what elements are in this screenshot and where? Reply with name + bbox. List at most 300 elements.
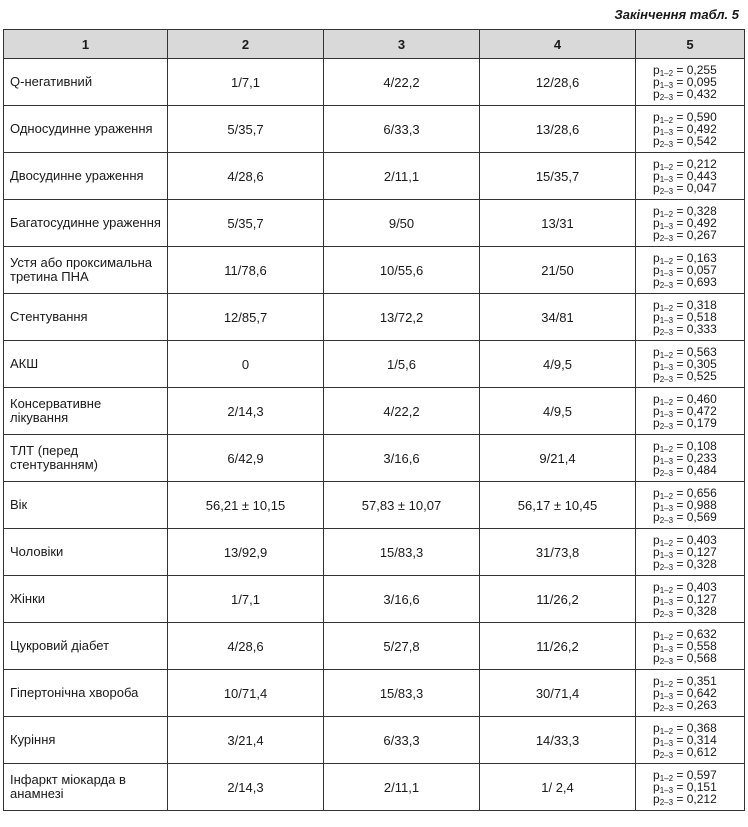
row-label: Устя або проксимальна третина ПНА: [4, 247, 168, 294]
p-values-cell: [636, 200, 745, 247]
table-row: [4, 341, 745, 388]
row-label: Односудинне ураження: [4, 106, 168, 153]
p-value-p23: [653, 605, 744, 617]
group-2-value: 15/83,3: [324, 529, 480, 576]
p-subscript: 1–2: [659, 586, 674, 595]
group-1-value: 2/14,3: [168, 764, 324, 811]
p-value-number: 0,328: [686, 204, 717, 218]
p-value-number: 0,328: [686, 604, 717, 618]
p-values-cell: [636, 482, 745, 529]
p-values-cell: [636, 576, 745, 623]
p-equals: =: [673, 674, 687, 688]
group-2-value: 6/33,3: [324, 106, 480, 153]
table-row: [4, 435, 745, 482]
p-symbol: p: [653, 392, 660, 406]
p-subscript: 1–2: [659, 163, 674, 172]
p-equals: =: [673, 63, 687, 77]
p-value-number: 0,632: [686, 627, 717, 641]
p-subscript: 1–3: [659, 128, 674, 137]
p-value-number: 0,233: [686, 451, 717, 465]
p-subscript: 1–3: [659, 551, 674, 560]
p-value-p23: [653, 699, 744, 711]
group-1-value: 2/14,3: [168, 388, 324, 435]
group-3-value: 34/81: [480, 294, 636, 341]
p-subscript: 1–3: [659, 81, 674, 90]
p-equals: =: [673, 251, 687, 265]
p-value-number: 0,127: [686, 592, 717, 606]
p-symbol: p: [653, 122, 660, 136]
table-row: [4, 106, 745, 153]
group-2-value: 6/33,3: [324, 717, 480, 764]
table-row: [4, 717, 745, 764]
p-equals: =: [673, 275, 687, 289]
p-value-p23: [653, 88, 744, 100]
row-label: Жінки: [4, 576, 168, 623]
p-equals: =: [673, 792, 687, 806]
p-value-p23: [653, 276, 744, 288]
header-col-4: 4: [480, 30, 636, 59]
p-subscript: 1–2: [659, 680, 674, 689]
p-symbol: p: [653, 627, 660, 641]
group-3-value: 9/21,4: [480, 435, 636, 482]
p-value-p23: [653, 323, 744, 335]
p-equals: =: [673, 216, 687, 230]
p-subscript: 1–2: [659, 539, 674, 548]
p-symbol: p: [653, 768, 660, 782]
p-symbol: p: [653, 63, 660, 77]
p-symbol: p: [653, 733, 660, 747]
p-subscript: 1–2: [659, 351, 674, 360]
p-equals: =: [673, 451, 687, 465]
table-row: [4, 623, 745, 670]
p-symbol: p: [653, 580, 660, 594]
group-1-value: 4/28,6: [168, 153, 324, 200]
p-value-p23: [653, 135, 744, 147]
row-label: АКШ: [4, 341, 168, 388]
p-subscript: 2–3: [659, 375, 674, 384]
p-subscript: 2–3: [659, 93, 674, 102]
p-symbol: p: [653, 275, 660, 289]
table-row: [4, 294, 745, 341]
p-equals: =: [673, 392, 687, 406]
p-value-number: 0,492: [686, 216, 717, 230]
p-equals: =: [673, 780, 687, 794]
p-symbol: p: [653, 651, 660, 665]
group-3-value: 11/26,2: [480, 576, 636, 623]
p-symbol: p: [653, 75, 660, 89]
p-value-p23: [653, 511, 744, 523]
p-equals: =: [673, 169, 687, 183]
p-symbol: p: [653, 498, 660, 512]
p-value-number: 0,179: [686, 416, 717, 430]
p-value-number: 0,368: [686, 721, 717, 735]
p-equals: =: [673, 110, 687, 124]
group-1-value: 13/92,9: [168, 529, 324, 576]
p-value-number: 0,305: [686, 357, 717, 371]
row-label: Гіпертонічна хвороба: [4, 670, 168, 717]
group-1-value: 1/7,1: [168, 576, 324, 623]
p-symbol: p: [653, 157, 660, 171]
p-subscript: 2–3: [659, 563, 674, 572]
p-equals: =: [673, 463, 687, 477]
table-row: [4, 482, 745, 529]
group-2-value: 3/16,6: [324, 435, 480, 482]
group-2-value: 3/16,6: [324, 576, 480, 623]
p-subscript: 2–3: [659, 328, 674, 337]
group-3-value: 14/33,3: [480, 717, 636, 764]
p-values-cell: [636, 388, 745, 435]
row-label: ТЛТ (перед стентуванням): [4, 435, 168, 482]
p-equals: =: [673, 486, 687, 500]
p-symbol: p: [653, 87, 660, 101]
header-row: [4, 30, 745, 59]
p-values-cell: [636, 529, 745, 576]
row-label: Інфаркт міокарда в анамнезі: [4, 764, 168, 811]
p-values-cell: [636, 294, 745, 341]
p-value-p23: [653, 464, 744, 476]
p-value-number: 0,314: [686, 733, 717, 747]
group-3-value: 21/50: [480, 247, 636, 294]
group-2-value: 4/22,2: [324, 59, 480, 106]
p-subscript: 2–3: [659, 657, 674, 666]
table-row: [4, 529, 745, 576]
row-label: Двосудинне ураження: [4, 153, 168, 200]
p-value-p23: [653, 746, 744, 758]
p-symbol: p: [653, 510, 660, 524]
p-subscript: 1–2: [659, 304, 674, 313]
group-3-value: 1/ 2,4: [480, 764, 636, 811]
p-equals: =: [673, 75, 687, 89]
p-value-number: 0,047: [686, 181, 717, 195]
p-equals: =: [673, 263, 687, 277]
p-values-cell: [636, 435, 745, 482]
p-equals: =: [673, 533, 687, 547]
p-symbol: p: [653, 169, 660, 183]
p-equals: =: [673, 357, 687, 371]
p-value-number: 0,472: [686, 404, 717, 418]
p-subscript: 1–3: [659, 269, 674, 278]
group-2-value: 57,83 ± 10,07: [324, 482, 480, 529]
table-row: [4, 764, 745, 811]
header-col-5: 5: [636, 30, 745, 59]
group-3-value: 56,17 ± 10,45: [480, 482, 636, 529]
p-value-number: 0,403: [686, 580, 717, 594]
group-2-value: 2/11,1: [324, 764, 480, 811]
p-equals: =: [673, 733, 687, 747]
p-equals: =: [673, 322, 687, 336]
group-1-value: 12/85,7: [168, 294, 324, 341]
group-2-value: 5/27,8: [324, 623, 480, 670]
group-3-value: 15/35,7: [480, 153, 636, 200]
p-value-p23: [653, 652, 744, 664]
p-values-cell: [636, 623, 745, 670]
p-subscript: 2–3: [659, 516, 674, 525]
p-symbol: p: [653, 369, 660, 383]
p-equals: =: [673, 580, 687, 594]
p-symbol: p: [653, 698, 660, 712]
row-label: Вік: [4, 482, 168, 529]
p-value-number: 0,558: [686, 639, 717, 653]
p-value-number: 0,333: [686, 322, 717, 336]
p-value-number: 0,108: [686, 439, 717, 453]
p-symbol: p: [653, 110, 660, 124]
group-1-value: 6/42,9: [168, 435, 324, 482]
row-label: Чоловіки: [4, 529, 168, 576]
table-row: [4, 247, 745, 294]
group-3-value: 31/73,8: [480, 529, 636, 576]
p-value-number: 0,693: [686, 275, 717, 289]
p-value-number: 0,328: [686, 557, 717, 571]
p-subscript: 1–3: [659, 645, 674, 654]
p-value-number: 0,568: [686, 651, 717, 665]
p-value-number: 0,542: [686, 134, 717, 148]
p-subscript: 1–3: [659, 598, 674, 607]
p-value-number: 0,656: [686, 486, 717, 500]
group-3-value: 4/9,5: [480, 388, 636, 435]
p-values-cell: [636, 670, 745, 717]
p-symbol: p: [653, 592, 660, 606]
p-subscript: 1–3: [659, 504, 674, 513]
p-equals: =: [673, 639, 687, 653]
p-subscript: 2–3: [659, 140, 674, 149]
p-equals: =: [673, 228, 687, 242]
p-symbol: p: [653, 439, 660, 453]
row-label: Стентування: [4, 294, 168, 341]
p-subscript: 1–3: [659, 316, 674, 325]
p-equals: =: [673, 604, 687, 618]
p-equals: =: [673, 310, 687, 324]
p-symbol: p: [653, 604, 660, 618]
p-symbol: p: [653, 639, 660, 653]
group-2-value: 1/5,6: [324, 341, 480, 388]
p-value-number: 0,263: [686, 698, 717, 712]
p-subscript: 1–3: [659, 363, 674, 372]
p-equals: =: [673, 181, 687, 195]
p-symbol: p: [653, 686, 660, 700]
p-symbol: p: [653, 134, 660, 148]
p-equals: =: [673, 592, 687, 606]
table-body: [4, 59, 745, 811]
row-label: Багатосудинне ураження: [4, 200, 168, 247]
p-equals: =: [673, 651, 687, 665]
p-value-number: 0,057: [686, 263, 717, 277]
group-1-value: 1/7,1: [168, 59, 324, 106]
p-subscript: 2–3: [659, 281, 674, 290]
p-value-number: 0,212: [686, 157, 717, 171]
group-3-value: 12/28,6: [480, 59, 636, 106]
p-symbol: p: [653, 404, 660, 418]
p-value-number: 0,590: [686, 110, 717, 124]
p-subscript: 2–3: [659, 704, 674, 713]
header-col-2: 2: [168, 30, 324, 59]
p-subscript: 1–2: [659, 69, 674, 78]
table-row: [4, 200, 745, 247]
p-values-cell: [636, 59, 745, 106]
p-symbol: p: [653, 357, 660, 371]
p-value-p23: [653, 558, 744, 570]
p-value-number: 0,525: [686, 369, 717, 383]
p-subscript: 1–3: [659, 457, 674, 466]
p-value-number: 0,351: [686, 674, 717, 688]
p-value-number: 0,267: [686, 228, 717, 242]
p-value-p23: [653, 229, 744, 241]
table-row: [4, 388, 745, 435]
p-subscript: 2–3: [659, 234, 674, 243]
p-symbol: p: [653, 463, 660, 477]
p-equals: =: [673, 416, 687, 430]
p-equals: =: [673, 721, 687, 735]
p-symbol: p: [653, 416, 660, 430]
group-1-value: 5/35,7: [168, 200, 324, 247]
p-symbol: p: [653, 298, 660, 312]
p-symbol: p: [653, 451, 660, 465]
group-3-value: 30/71,4: [480, 670, 636, 717]
p-values-cell: [636, 153, 745, 200]
p-value-number: 0,518: [686, 310, 717, 324]
p-value-number: 0,988: [686, 498, 717, 512]
p-symbol: p: [653, 745, 660, 759]
p-values-cell: [636, 717, 745, 764]
p-value-number: 0,095: [686, 75, 717, 89]
p-equals: =: [673, 627, 687, 641]
p-value-number: 0,403: [686, 533, 717, 547]
group-2-value: 13/72,2: [324, 294, 480, 341]
p-equals: =: [673, 745, 687, 759]
p-symbol: p: [653, 545, 660, 559]
group-3-value: 13/31: [480, 200, 636, 247]
header-col-3: 3: [324, 30, 480, 59]
p-equals: =: [673, 204, 687, 218]
group-1-value: 0: [168, 341, 324, 388]
p-subscript: 1–3: [659, 175, 674, 184]
p-value-number: 0,492: [686, 122, 717, 136]
group-2-value: 4/22,2: [324, 388, 480, 435]
group-2-value: 10/55,6: [324, 247, 480, 294]
p-subscript: 1–2: [659, 774, 674, 783]
p-subscript: 1–2: [659, 633, 674, 642]
p-symbol: p: [653, 310, 660, 324]
p-value-number: 0,612: [686, 745, 717, 759]
p-subscript: 2–3: [659, 187, 674, 196]
table-row: [4, 670, 745, 717]
group-1-value: 56,21 ± 10,15: [168, 482, 324, 529]
p-equals: =: [673, 87, 687, 101]
p-equals: =: [673, 686, 687, 700]
p-symbol: p: [653, 533, 660, 547]
p-equals: =: [673, 510, 687, 524]
table-row: [4, 59, 745, 106]
p-equals: =: [673, 122, 687, 136]
header-col-1: 1: [4, 30, 168, 59]
p-value-p23: [653, 793, 744, 805]
p-value-number: 0,460: [686, 392, 717, 406]
p-value-p23: [653, 182, 744, 194]
p-values-cell: [636, 106, 745, 153]
p-subscript: 1–2: [659, 398, 674, 407]
p-value-number: 0,318: [686, 298, 717, 312]
p-equals: =: [673, 157, 687, 171]
p-values-cell: [636, 764, 745, 811]
row-label: Цукровий діабет: [4, 623, 168, 670]
p-symbol: p: [653, 792, 660, 806]
p-values-cell: [636, 247, 745, 294]
group-1-value: 5/35,7: [168, 106, 324, 153]
p-equals: =: [673, 369, 687, 383]
group-1-value: 10/71,4: [168, 670, 324, 717]
p-values-cell: [636, 341, 745, 388]
p-symbol: p: [653, 674, 660, 688]
p-value-number: 0,163: [686, 251, 717, 265]
p-subscript: 1–3: [659, 222, 674, 231]
group-2-value: 15/83,3: [324, 670, 480, 717]
group-2-value: 2/11,1: [324, 153, 480, 200]
p-subscript: 2–3: [659, 751, 674, 760]
p-symbol: p: [653, 486, 660, 500]
p-symbol: p: [653, 721, 660, 735]
group-1-value: 11/78,6: [168, 247, 324, 294]
row-label: Куріння: [4, 717, 168, 764]
p-value-number: 0,212: [686, 792, 717, 806]
p-value-number: 0,443: [686, 169, 717, 183]
results-table: [3, 29, 745, 811]
p-value-number: 0,597: [686, 768, 717, 782]
p-value-number: 0,569: [686, 510, 717, 524]
row-label: Консервативне лікування: [4, 388, 168, 435]
table-row: [4, 153, 745, 200]
p-equals: =: [673, 768, 687, 782]
group-2-value: 9/50: [324, 200, 480, 247]
group-3-value: 13/28,6: [480, 106, 636, 153]
p-equals: =: [673, 557, 687, 571]
table-header: [4, 30, 745, 59]
p-subscript: 1–3: [659, 692, 674, 701]
p-subscript: 1–2: [659, 116, 674, 125]
p-symbol: p: [653, 228, 660, 242]
p-symbol: p: [653, 263, 660, 277]
p-equals: =: [673, 498, 687, 512]
p-equals: =: [673, 345, 687, 359]
group-1-value: 3/21,4: [168, 717, 324, 764]
p-value-p23: [653, 417, 744, 429]
p-subscript: 1–3: [659, 739, 674, 748]
p-subscript: 1–2: [659, 492, 674, 501]
p-symbol: p: [653, 322, 660, 336]
p-value-number: 0,127: [686, 545, 717, 559]
p-subscript: 1–2: [659, 257, 674, 266]
p-subscript: 1–3: [659, 786, 674, 795]
p-equals: =: [673, 134, 687, 148]
p-value-number: 0,255: [686, 63, 717, 77]
p-symbol: p: [653, 216, 660, 230]
p-symbol: p: [653, 251, 660, 265]
p-subscript: 2–3: [659, 422, 674, 431]
p-subscript: 1–2: [659, 727, 674, 736]
p-value-number: 0,432: [686, 87, 717, 101]
p-symbol: p: [653, 345, 660, 359]
p-equals: =: [673, 404, 687, 418]
p-subscript: 1–2: [659, 210, 674, 219]
p-equals: =: [673, 698, 687, 712]
p-subscript: 2–3: [659, 469, 674, 478]
p-symbol: p: [653, 557, 660, 571]
p-subscript: 1–2: [659, 445, 674, 454]
p-value-number: 0,642: [686, 686, 717, 700]
p-equals: =: [673, 439, 687, 453]
p-symbol: p: [653, 181, 660, 195]
group-3-value: 11/26,2: [480, 623, 636, 670]
table-row: [4, 576, 745, 623]
row-label: Q-негативний: [4, 59, 168, 106]
